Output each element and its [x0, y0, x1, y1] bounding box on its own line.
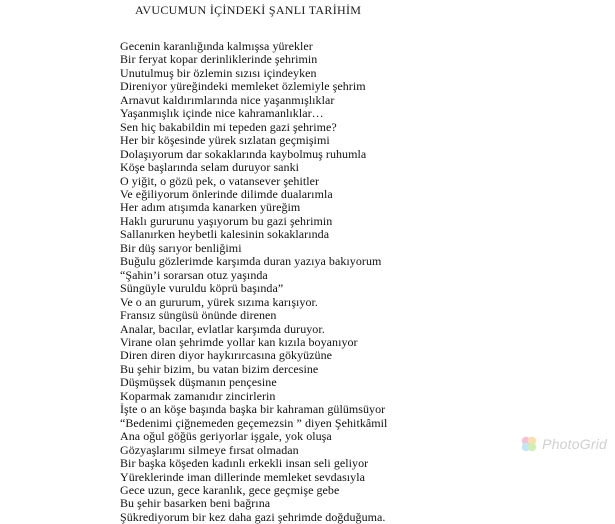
poem-line: Köşe başlarında selam duruyor sanki	[120, 160, 300, 175]
poem-line: Süngüyle vuruldu köprü başında”	[120, 281, 284, 296]
poem-line: Ve eğiliyorum önlerinde dilimde dualarımla	[120, 186, 333, 201]
poem-line: Diren diren diyor haykırırcasına gökyüzüne	[120, 348, 333, 363]
poem-line: Dolaşıyorum dar sokaklarında kaybolmuş ruhumla	[120, 146, 367, 161]
poem-line: Buğulu gözlerimde karşımda duran yazıya bakıyorum	[120, 254, 382, 269]
poem-line: “Şahin’i sorarsan otuz yaşında	[120, 267, 268, 282]
poem-line: Arnavut kaldırımlarında nice yaşanmışlıklar	[120, 92, 335, 107]
photogrid-watermark	[520, 435, 607, 453]
poem-line: Koparmak zamanıdır zincirlerin	[120, 388, 276, 403]
poem-line: Şükrediyorum bir kez daha gazi şehrimde doğduğuma.	[120, 509, 386, 524]
poem-line: Her bir köşesinde yürek sızlatan geçmişimi	[120, 133, 330, 148]
poem-line: Virane olan şehrimde yollar kan kızıla boyanıyor	[120, 334, 358, 349]
poem-line: Yüreklerinde iman dillerinde memleket sevdasıyla	[120, 469, 365, 484]
poem-line: Bir feryat kopar derinliklerinde şehrimin	[120, 52, 318, 67]
poem-line: Sen hiç bakabildin mi tepeden gazi şehrime?	[120, 119, 337, 134]
poem-line: “Bedenimi çiğnemeden geçemezsin ” diyen Şehitkâmil	[120, 415, 388, 430]
poem-line: Ana oğul göğüs geriyorlar işgale, yok oluşa	[120, 429, 332, 444]
poem-line: Haklı gururunu yaşıyorum bu gazi şehrimin	[120, 213, 333, 228]
poem-line: Her adım atışımda kanarken yüreğim	[120, 200, 301, 215]
poem-line: Unutulmuş bir özlemin sızısı içindeyken	[120, 65, 317, 80]
poem-line: Fransız süngüsü önünde direnen	[120, 308, 277, 323]
logo-petal-4	[528, 443, 536, 451]
poem-line: Ve o an gururum, yürek sızıma karışıyor.	[120, 294, 318, 309]
document-title: AVUCUMUN İÇİNDEKİ ŞANLI TARİHİM	[135, 3, 362, 17]
poem-line: Yaşanmışlık içinde nice kahramanlıklar…	[120, 106, 324, 121]
poem-line: Düşmüşsek düşmanın pençesine	[120, 375, 277, 390]
poem-line: Bu şehir bizim, bu vatan bizim dercesine	[120, 361, 319, 376]
poem-line: Bir düş sarıyor benliğimi	[120, 240, 242, 255]
photogrid-logo-icon	[520, 435, 538, 453]
poem-line: Sallanırken heybetli kalesinin sokaklarında	[120, 227, 330, 242]
poem-line: İşte o an köşe başında başka bir kahraman gülümsüyor	[120, 402, 386, 417]
poem-line: Gecenin karanlığında kalmışsa yürekler	[120, 39, 313, 53]
poem-line: Gözyaşlarımı silmeye fırsat olmadan	[120, 442, 299, 457]
poem-line: Bu şehir basarken beni bağrına	[120, 496, 271, 511]
poem-line: Analar, bacılar, evlatlar karşımda duruyor.	[120, 321, 325, 336]
watermark-text: PhotoGrid	[542, 436, 607, 452]
poem-line: Gece uzun, gece karanlık, gece geçmişe gebe	[120, 482, 340, 497]
poem-line: O yiğit, o gözü pek, o vatansever şehitler	[120, 173, 320, 188]
poem-line: Bir başka köşeden kadınlı erkekli insan seli geliyor	[120, 456, 369, 471]
poem-body	[120, 40, 387, 524]
poem-line: Direniyor yüreğindeki memleket özlemiyle şehrim	[120, 79, 366, 94]
